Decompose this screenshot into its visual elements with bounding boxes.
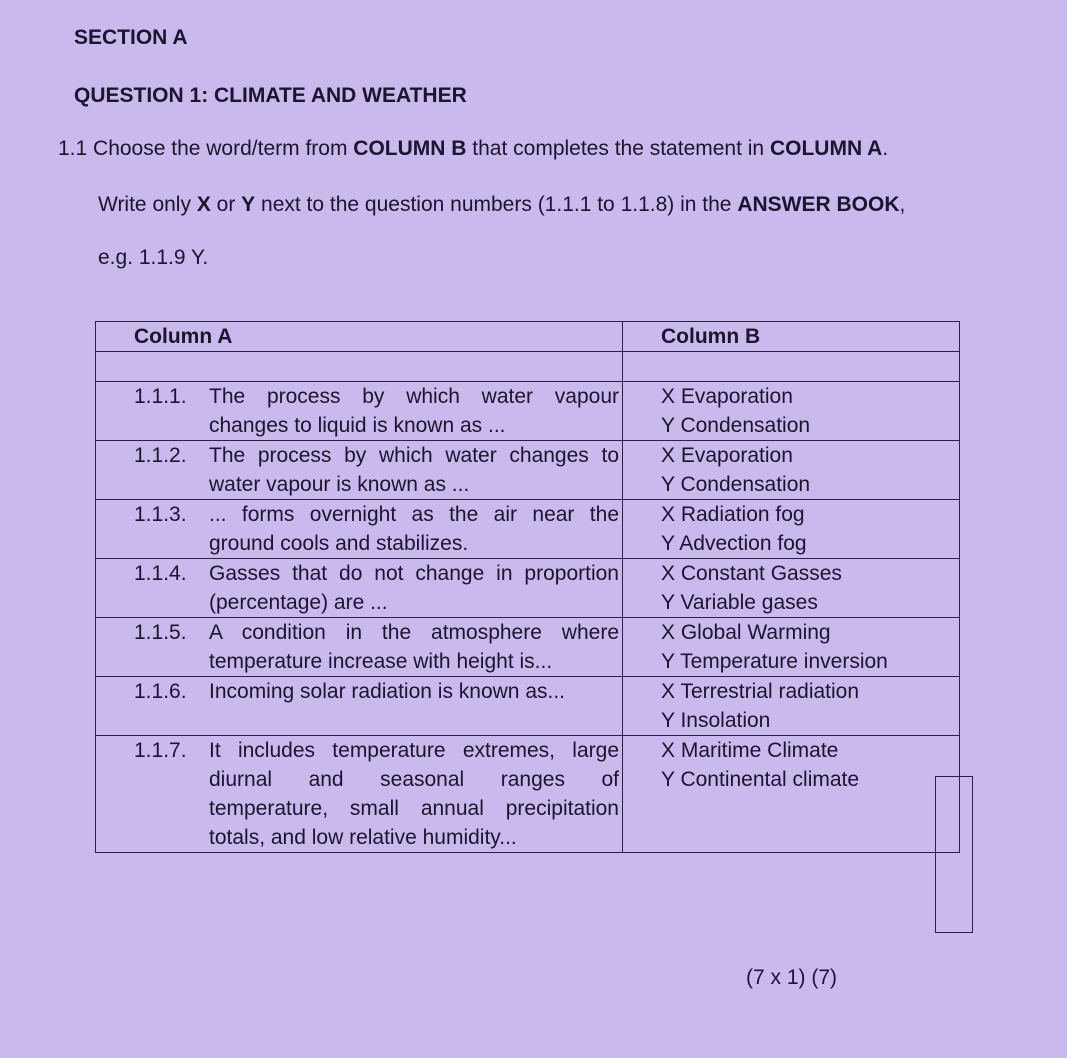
statement: ... forms overnight as the air near the ground cools and stabilizes. — [209, 503, 619, 555]
section-heading: SECTION A — [74, 26, 188, 49]
table-row — [96, 441, 960, 500]
option-y: Y Insolation — [661, 709, 771, 732]
question-number: 1.1.2. — [134, 444, 187, 467]
question-number: 1.1.4. — [134, 562, 187, 585]
column-a-header: Column A — [96, 322, 623, 352]
statement: Gasses that do not change in proportion (percentage) are ... — [209, 562, 619, 614]
column-b-cell — [623, 618, 960, 677]
column-b-cell — [623, 559, 960, 618]
table-row — [96, 736, 960, 853]
table-row — [96, 559, 960, 618]
question-number: 1.1.6. — [134, 680, 187, 703]
column-b-cell — [623, 441, 960, 500]
column-a-cell — [96, 677, 623, 736]
table-row — [96, 500, 960, 559]
question-heading: QUESTION 1: CLIMATE AND WEATHER — [74, 84, 467, 107]
option-x: X Evaporation — [661, 444, 793, 467]
option-y: Y Variable gases — [661, 591, 818, 614]
column-b-cell — [623, 500, 960, 559]
option-x: X Constant Gasses — [661, 562, 842, 585]
option-y: Y Advection fog — [661, 532, 807, 555]
question-number: 1.1.5. — [134, 621, 187, 644]
option-x: X Radiation fog — [661, 503, 805, 526]
question-number: 1.1.1. — [134, 385, 187, 408]
column-a-cell — [96, 382, 623, 441]
option-x: X Maritime Climate — [661, 739, 839, 762]
column-a-cell — [96, 500, 623, 559]
column-b-cell — [623, 382, 960, 441]
option-y: Y Condensation — [661, 414, 811, 437]
table-row — [96, 677, 960, 736]
statement: The process by which water changes to water vapour is known as ... — [209, 444, 619, 496]
option-y: Y Continental climate — [661, 768, 860, 791]
column-a-cell — [96, 559, 623, 618]
column-a-cell — [96, 441, 623, 500]
table-row — [96, 618, 960, 677]
statement: The process by which water vapour changes to liquid is known as ... — [209, 385, 619, 437]
option-y: Y Condensation — [661, 473, 811, 496]
example: e.g. 1.1.9 Y. — [98, 246, 209, 269]
matching-table — [95, 321, 960, 853]
column-a-cell — [96, 618, 623, 677]
option-x: X Terrestrial radiation — [661, 680, 860, 703]
statement: It includes temperature extremes, large diurnal and seasonal ranges of temperature, small annual precipitation totals, and low relative humidity... — [209, 739, 619, 849]
option-x: X Evaporation — [661, 385, 793, 408]
question-number: 1.1.3. — [134, 503, 187, 526]
table-row — [96, 382, 960, 441]
column-b-header: Column B — [623, 322, 960, 352]
instruction-2: Write only X or Y next to the question numbers (1.1.1 to 1.1.8) in the ANSWER BOOK, — [98, 193, 906, 216]
option-x: X Global Warming — [661, 621, 831, 644]
column-b-cell — [623, 677, 960, 736]
statement: A condition in the atmosphere where temperature increase with height is... — [209, 621, 619, 673]
column-b-cell — [623, 736, 960, 853]
instruction-1: 1.1 Choose the word/term from COLUMN B that completes the statement in COLUMN A. — [58, 137, 889, 160]
column-a-cell — [96, 736, 623, 853]
question-number: 1.1.7. — [134, 739, 187, 762]
option-y: Y Temperature inversion — [661, 650, 888, 673]
statement: Incoming solar radiation is known as... — [209, 680, 566, 703]
marks-allocation: (7 x 1) (7) — [746, 966, 838, 989]
answer-margin-box — [935, 776, 973, 933]
